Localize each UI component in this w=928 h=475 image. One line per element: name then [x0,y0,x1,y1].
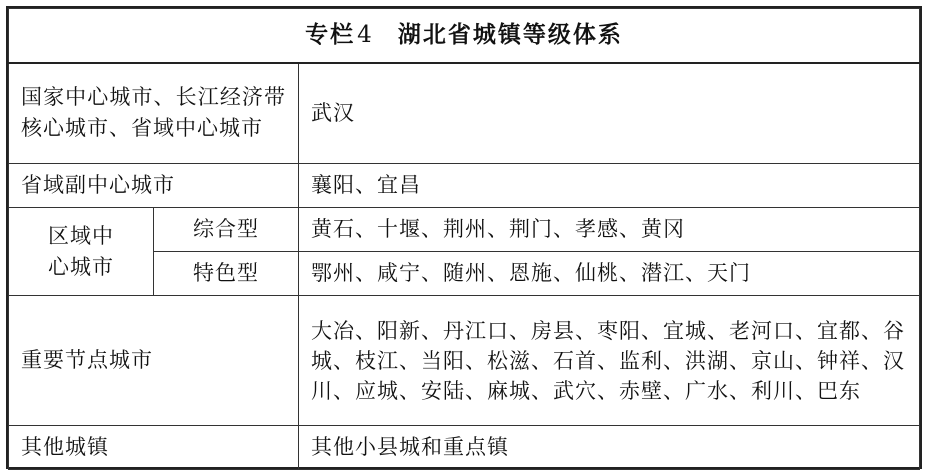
table-row-node [9,296,920,426]
title-row [9,9,920,63]
table-row-other [9,426,920,470]
regional-center-label [9,208,154,296]
comprehensive-type-label: 综合型 [154,208,299,252]
other-towns-label: 其他城镇 [9,426,299,470]
characteristic-type-label: 特色型 [154,252,299,296]
regional-center-label-line1: 区域中 [48,223,114,248]
title-prefix: 专栏 [305,21,356,49]
table-row-regional-comprehensive [9,208,920,252]
city-hierarchy-table [8,8,920,470]
title-text: 湖北省城镇等级体系 [397,21,623,49]
title-number: 4 [357,22,374,49]
node-city-label: 重要节点城市 [9,296,299,426]
table-row-subcenter [9,164,920,208]
national-center-value: 武汉 [299,63,920,164]
comprehensive-type-value: 黄石、十堰、荆州、荆门、孝感、黄冈 [299,208,920,252]
node-city-value: 大冶、阳新、丹江口、房县、枣阳、宜城、老河口、宜都、谷城、枝江、当阳、松滋、石首、监利、洪湖、京山、钟祥、汉川、应城、安陆、麻城、武穴、赤壁、广水、利川、巴东 [299,296,920,426]
subcenter-label: 省域副中心城市 [9,164,299,208]
city-hierarchy-box [6,6,922,469]
characteristic-type-value: 鄂州、咸宁、随州、恩施、仙桃、潜江、天门 [299,252,920,296]
table-title [9,9,920,63]
national-center-label: 国家中心城市、长江经济带核心城市、省域中心城市 [9,63,299,164]
table-row-national [9,63,920,164]
subcenter-value: 襄阳、宜昌 [299,164,920,208]
other-towns-value: 其他小县城和重点镇 [299,426,920,470]
regional-center-label-line2: 心城市 [48,254,114,279]
